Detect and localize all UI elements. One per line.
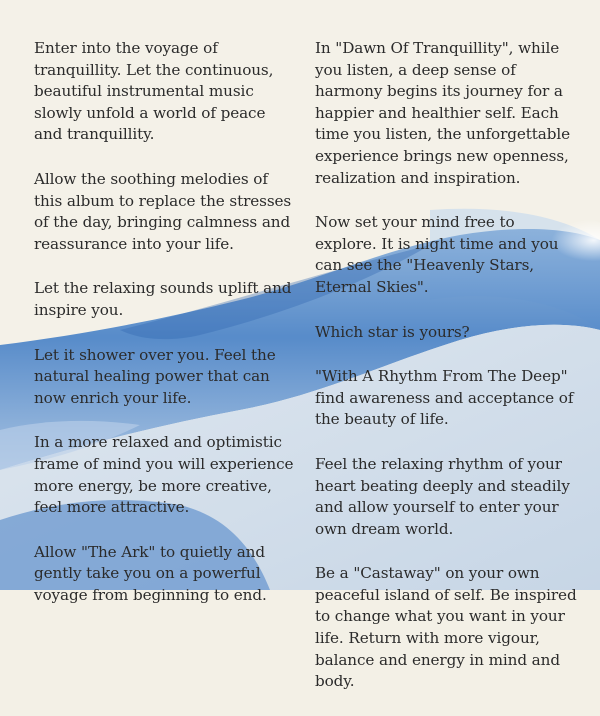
left-paragraph-6: Allow "The Ark" to quietly and gently take you on a powerful voyage from beginning to end.: [34, 542, 267, 604]
left-paragraph-3: Let the relaxing sounds uplift and inspire you.: [34, 279, 292, 319]
right-paragraph-6: Be a "Castaway" on your own peaceful island of self. Be inspired to change what you want in your life. Return with more vigour, balance and energy in mind and body.: [315, 564, 577, 691]
left-paragraph-2: Allow the soothing melodies of this album to replace the stresses of the day, bringing calmness and reassurance into your life.: [34, 169, 292, 253]
left-paragraph-4: Let it shower over you. Feel the natural healing power that can now enrich your life.: [34, 345, 276, 407]
right-paragraph-1: In "Dawn Of Tranquillity", while you listen, a deep sense of harmony begins its journey for a happier and healthier self. Each time you listen, the unforgettable experience brings new openness, realization and inspiration.: [315, 39, 570, 187]
right-paragraph-4: "With A Rhythm From The Deep" find awareness and acceptance of the beauty of life.: [315, 367, 574, 429]
right-paragraph-3: Which star is yours?: [315, 322, 470, 341]
left-paragraph-5: In a more relaxed and optimistic frame of mind you will experience more energy, be more creative, feel more attractive.: [34, 433, 294, 517]
right-text-column: [315, 38, 577, 716]
right-paragraph-2: Now set your mind free to explore. It is night time and you can see the "Heavenly Stars, Eternal Skies".: [315, 213, 559, 296]
left-text-column: [34, 38, 296, 629]
left-paragraph-1: Enter into the voyage of tranquillity. Let the continuous, beautiful instrumental music slowly unfold a world of peace and tranquillity.: [34, 39, 274, 144]
right-paragraph-5: Feel the relaxing rhythm of your heart beating deeply and steadily and allow yourself to enter your own dream world.: [315, 454, 570, 538]
